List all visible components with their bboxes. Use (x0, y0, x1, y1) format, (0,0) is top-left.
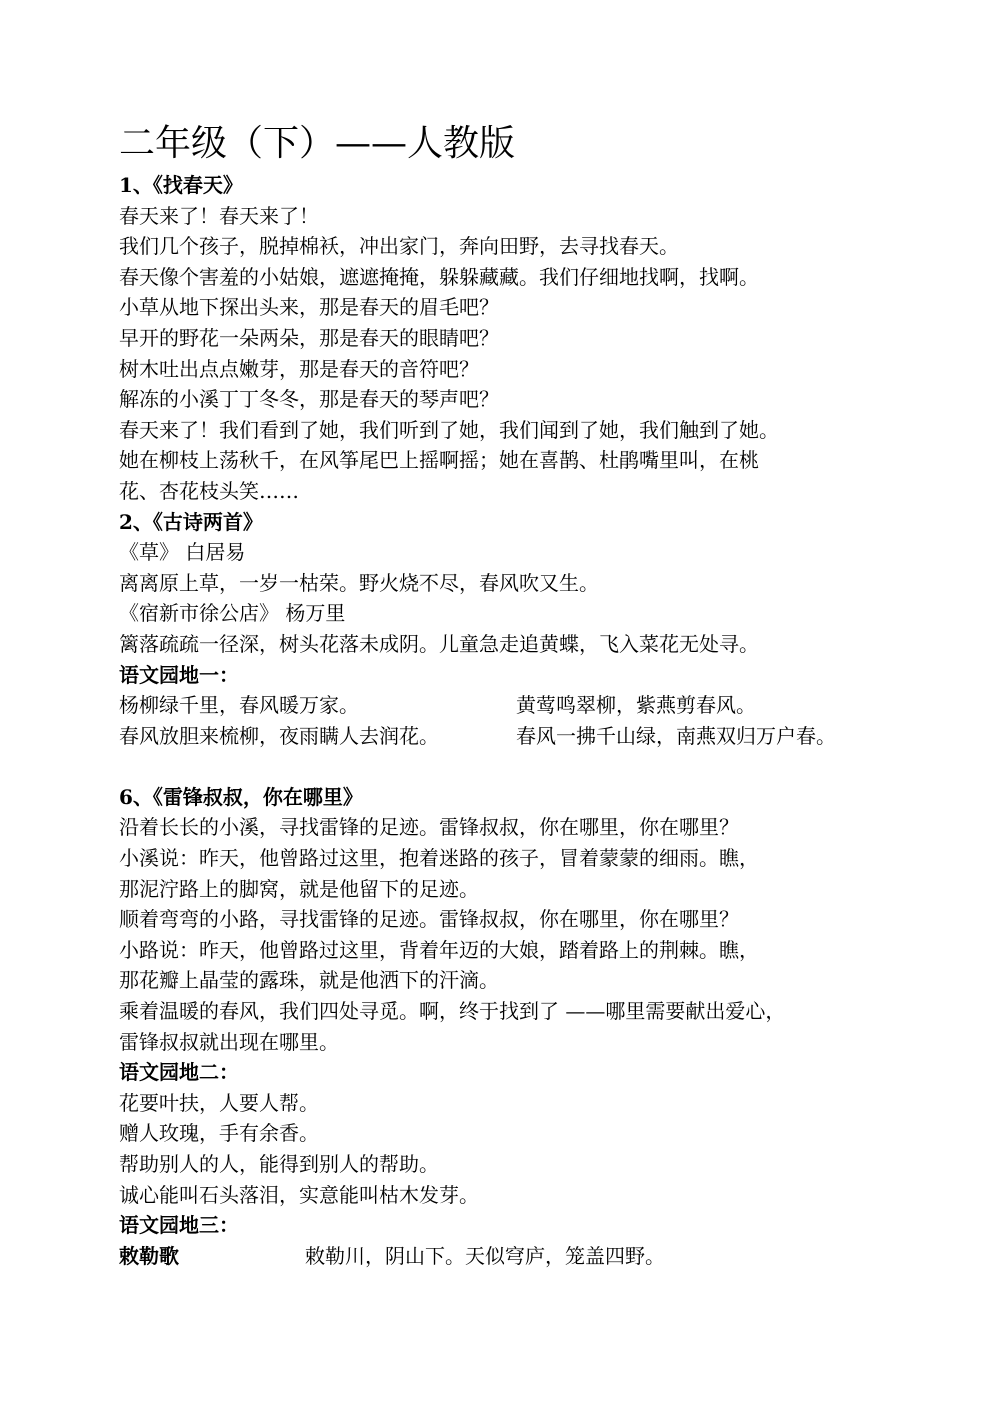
proverb-line: 帮助别人的人，能得到别人的帮助。 (119, 1152, 439, 1176)
song-row (119, 1241, 889, 1272)
poem-title: 《宿新市徐公店》 杨万里 (119, 601, 346, 626)
text-line: 顺着弯弯的小路，寻找雷锋的足迹。雷锋叔叔，你在哪里，你在哪里？ (119, 907, 739, 932)
text-line: 我们几个孩子，脱掉棉袄，冲出家门，奔向田野，去寻找春天。 (119, 234, 679, 259)
section-heading-garden-one: 语文园地一： (119, 662, 239, 687)
section-heading-garden-three: 语文园地三： (119, 1213, 239, 1238)
section-heading-find-spring: 1、《找春天》 (119, 173, 243, 197)
text-line: 花、杏花枝头笑…… (119, 478, 299, 503)
section-heading-lei-feng: 6、《雷锋叔叔，你在哪里》 (119, 784, 363, 809)
text-line: 解冻的小溪丁丁冬冬，那是春天的琴声吧？ (119, 387, 499, 412)
couplet-left: 春风放胆来梳柳，夜雨瞒人去润花。 (119, 723, 439, 748)
text-line: 小溪说：昨天，他曾路过这里，抱着迷路的孩子，冒着蒙蒙的细雨。瞧， (119, 846, 759, 871)
proverb-line: 花要叶扶，人要人帮。 (119, 1090, 319, 1115)
text-line: 乘着温暖的春风，我们四处寻觅。啊，终于找到了 ——哪里需要献出爱心， (119, 999, 786, 1024)
couplet-row (119, 721, 889, 752)
text-line: 早开的野花一朵两朵，那是春天的眼睛吧？ (119, 325, 499, 350)
section-heading-two-poems: 2、《古诗两首》 (119, 509, 263, 534)
text-line: 小路说：昨天，他曾路过这里，背着年迈的大娘，踏着路上的荆棘。瞧， (119, 937, 759, 962)
couplet-left: 杨柳绿千里，春风暖万家。 (119, 693, 359, 718)
text-line: 那泥泞路上的脚窝，就是他留下的足迹。 (119, 876, 479, 901)
text-line: 树木吐出点点嫩芽，那是春天的音符吧？ (119, 356, 479, 381)
couplet-row (119, 690, 889, 721)
song-line: 敕勒川，阴山下。天似穹庐，笼盖四野。 (305, 1243, 665, 1268)
poem-text: 篱落疏疏一径深，树头花落未成阴。儿童急走追黄蝶，飞入菜花无处寻。 (119, 631, 759, 656)
song-title: 敕勒歌 (119, 1243, 179, 1268)
document-page (119, 118, 889, 1271)
text-line: 小草从地下探出头来，那是春天的眉毛吧？ (119, 295, 499, 320)
section-heading-garden-two: 语文园地二： (119, 1060, 239, 1085)
proverb-line: 诚心能叫石头落泪，实意能叫枯木发芽。 (119, 1182, 479, 1207)
couplet-right: 黄莺鸣翠柳，紫燕剪春风。 (516, 693, 756, 718)
couplet-right: 春风一拂千山绿，南燕双归万户春。 (516, 723, 836, 748)
document-title: 二年级（下）——人教版 (119, 123, 516, 164)
text-line: 沿着长长的小溪，寻找雷锋的足迹。雷锋叔叔，你在哪里，你在哪里？ (119, 815, 739, 840)
text-line: 那花瓣上晶莹的露珠，就是他洒下的汗滴。 (119, 968, 499, 993)
text-line: 春天来了！春天来了！ (119, 203, 319, 228)
poem-text: 离离原上草，一岁一枯荣。野火烧不尽，春风吹又生。 (119, 570, 599, 595)
proverb-line: 赠人玫瑰，手有余香。 (119, 1121, 319, 1146)
text-line: 春天像个害羞的小姑娘，遮遮掩掩，躲躲藏藏。我们仔细地找啊，找啊。 (119, 264, 759, 289)
text-line: 雷锋叔叔就出现在哪里。 (119, 1029, 339, 1054)
blank-line (119, 751, 889, 782)
text-line: 她在柳枝上荡秋千，在风筝尾巴上摇啊摇；她在喜鹊、杜鹃嘴里叫，在桃 (119, 448, 759, 473)
poem-title: 《草》 白居易 (119, 540, 246, 565)
text-line: 春天来了！我们看到了她，我们听到了她，我们闻到了她，我们触到了她。 (119, 417, 779, 442)
